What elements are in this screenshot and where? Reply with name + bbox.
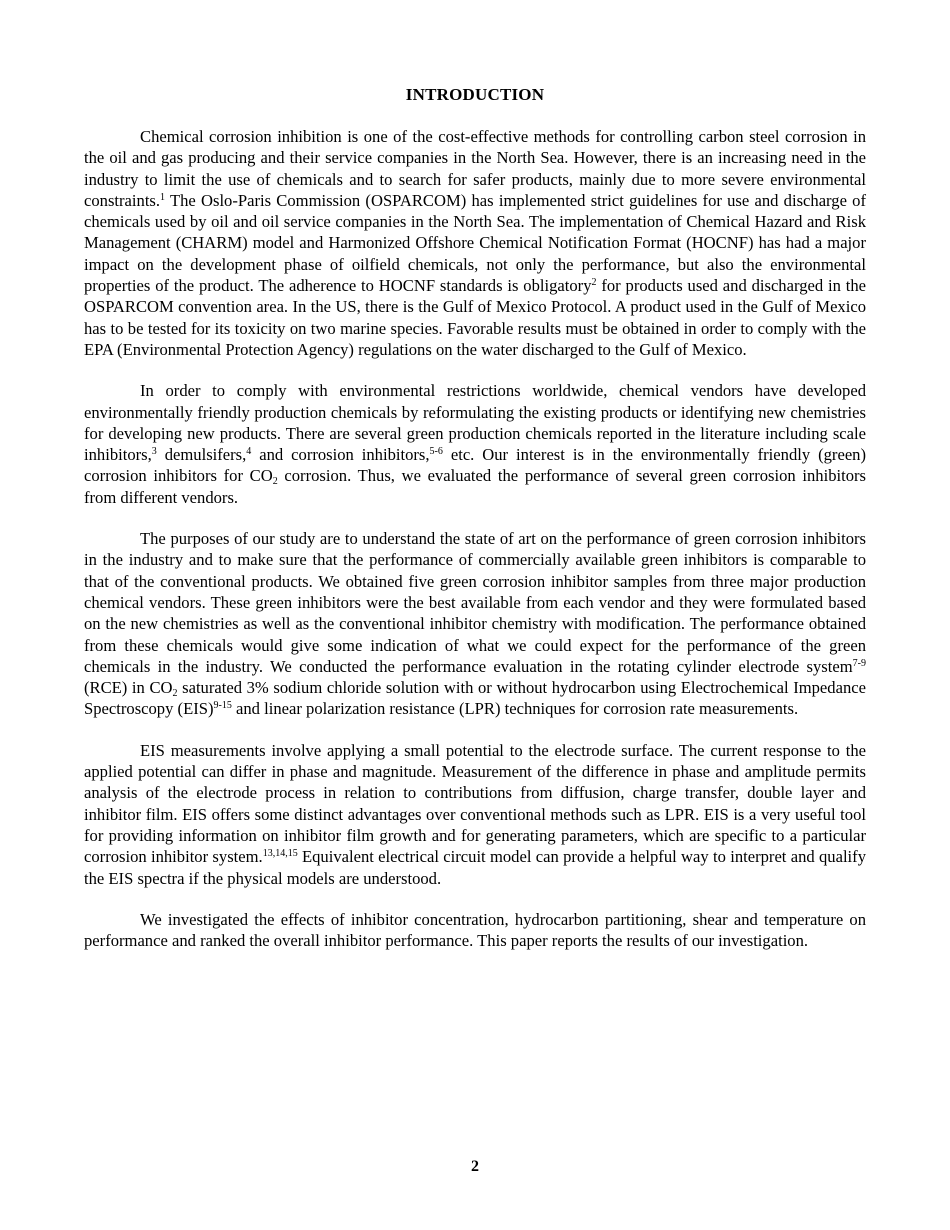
- citation-superscript: 5-6: [429, 446, 443, 458]
- paragraph: [84, 126, 866, 360]
- citation-superscript: 2: [591, 277, 597, 289]
- paragraph-text: We investigated the effects of inhibitor concentration, hydrocarbon partitioning, shear and temperature on performance and ranked the overall inhibitor performance. This paper reports the results of our investigation.: [84, 909, 866, 951]
- citation-superscript: 7-9: [852, 657, 866, 669]
- paragraph-text: In order to comply with environmental restrictions worldwide, chemical vendors have developed environmentally friendly production chemicals by reformulating the existing products or identifying new chemistries for developing new products. There are several green production chemicals reported in the literature including scale inhibitors,: [84, 381, 866, 465]
- section-heading: INTRODUCTION: [405, 85, 545, 104]
- paragraph-text: EIS measurements involve applying a small potential to the electrode surface. The current response to the applied potential can differ in phase and magnitude. Measurement of the difference in phase and amplitude permits analysis of the electrode process in relation to contributions from diffusion, charge transfer, double layer and inhibitor film. EIS offers some distinct advantages over conventional methods such as LPR. EIS is a very useful tool for providing information on inhibitor film growth and for generating parameters, which are specific to a particular corrosion inhibitor system.: [84, 740, 866, 867]
- paragraph: [84, 740, 866, 889]
- paragraph: [84, 909, 866, 952]
- document-body: [84, 84, 866, 951]
- paragraph-text: demulsifers,: [156, 445, 247, 465]
- chemical-subscript: 2: [172, 688, 178, 700]
- chemical-subscript: 2: [272, 476, 278, 488]
- page-number: 2: [471, 1158, 479, 1175]
- paragraph-text: etc. Our interest is in the environmentally friendly (green) corrosion inhibitors for CO: [84, 445, 867, 486]
- paragraph-text: corrosion. Thus, we evaluated the performance of several green corrosion inhibitors from different vendors.: [84, 466, 866, 507]
- paragraph-text: Chemical corrosion inhibition is one of the cost-effective methods for controlling carbon steel corrosion in the oil and gas producing and their service companies in the North Sea. However, there is an increasing need in the industry to limit the use of chemicals and to search for safer products, mainly due to more severe environmental constraints.: [84, 127, 866, 210]
- paragraph-text: saturated 3% sodium chloride solution with or without hydrocarbon using Electrochemical Impedance Spectroscopy (EIS): [84, 678, 866, 719]
- citation-superscript: 3: [151, 446, 157, 458]
- paragraph-text: and corrosion inhibitors,: [251, 445, 430, 465]
- paragraph-text: (RCE) in CO: [84, 678, 173, 698]
- citation-superscript: 13,14,15: [262, 848, 298, 860]
- paragraph-text: The purposes of our study are to understand the state of art on the performance of green corrosion inhibitors in the industry and to make sure that the performance of commercially available green inhibitors is comparable to that of the conventional products. We obtained five green corrosion inhibitor samples from three major production chemical vendors. These green inhibitors were the best available from each vendor and they were formulated based on the new chemistries as well as the conventional inhibitor chemistry with modification. The performance obtained from these chemicals would give some indication of what we could expect for the performance of the green chemicals in the industry. We conducted the performance evaluation in the rotating cylinder electrode system: [84, 529, 866, 676]
- paragraph-text: Equivalent electrical circuit model can provide a helpful way to interpret and qualify the EIS spectra if the physical models are understood.: [84, 847, 866, 888]
- paragraph-text: The Oslo-Paris Commission (OSPARCOM) has implemented strict guidelines for use and discharge of chemicals used by oil and oil service companies in the North Sea. The implementation of Chemical Hazard and Risk Management (CHARM) model and Harmonized Offshore Chemical Notification Format (HOCNF) has had a major impact on the development phase of oilfield chemicals, not only the performance, but also the environmental properties of the product. The adherence to HOCNF standards is obligatory: [84, 190, 866, 296]
- paragraph: [84, 380, 866, 508]
- citation-superscript: 4: [246, 446, 252, 458]
- citation-superscript: 1: [160, 191, 166, 203]
- citation-superscript: 9-15: [213, 700, 232, 712]
- paragraph-container: [84, 126, 866, 951]
- paragraph-text: and linear polarization resistance (LPR) techniques for corrosion rate measurements.: [231, 699, 799, 719]
- paragraph-text: for products used and discharged in the OSPARCOM convention area. In the US, there is the Gulf of Mexico Protocol. A product used in the Gulf of Mexico has to be tested for its toxicity on two marine species. Favorable results must be obtained in order to comply with the EPA (Environmental Protection Agency) regulations on the water discharged to the Gulf of Mexico.: [84, 276, 867, 359]
- paragraph: [84, 528, 866, 720]
